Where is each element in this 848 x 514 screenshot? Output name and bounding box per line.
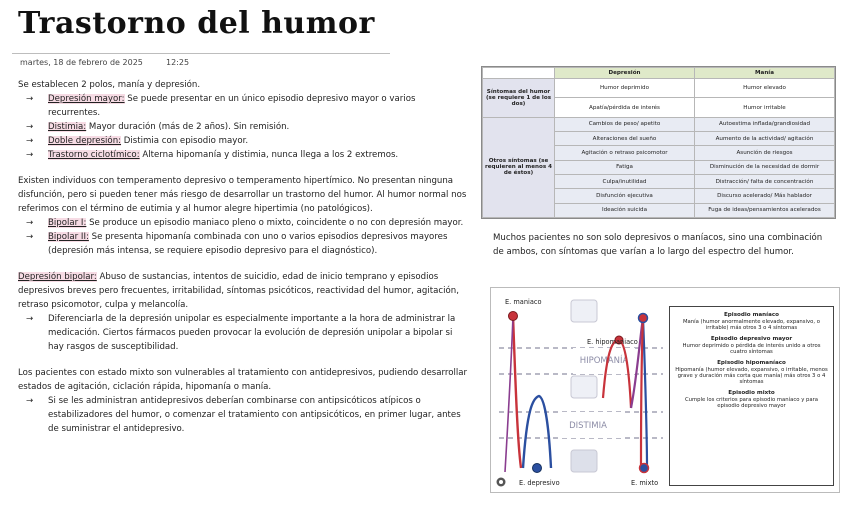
legend-text: Hipomanía (humor elevado, expansivo, o irritable, menos grave y duración más corta que manía) más otros 3 o 4 síntomas (675, 367, 828, 385)
arrow-icon: → (26, 136, 34, 146)
depresivo-label: E. depresivo (519, 479, 560, 487)
table-cell: Humor irritable (695, 98, 835, 117)
list-item (18, 92, 468, 120)
legend-title: Episodio maníaco (723, 312, 780, 318)
symptoms-table (481, 66, 836, 219)
term-highlight: Depresión bipolar: (18, 272, 97, 282)
legend-text: Manía (humor anormalmente elevado, expansivo, o irritable) más otros 3 o 4 síntomas (682, 319, 821, 331)
arrow-icon: → (26, 218, 34, 228)
arrow-icon: → (26, 314, 34, 324)
list-item (18, 216, 468, 230)
table-cell: Fuga de ideas/pensamientos acelerados (695, 203, 835, 217)
bipolar-depression-text (18, 270, 468, 312)
table-cell: Autoestima inflada/grandiosidad (695, 117, 835, 131)
term-highlight: Depresión mayor: (48, 94, 125, 104)
list-item-text: Si se les administran antidepresivos deberían combinarse con antipsicóticos atípicos o estabilizadores del humor, o comenzar el tratamiento con antipsicóticos, en primer lugar, antes de suministrar el antidepresivo. (48, 396, 461, 434)
depression-face-icon (571, 450, 597, 472)
table-row (483, 117, 835, 131)
arrow-icon: → (26, 396, 34, 406)
table-cell: Apatía/pérdida de interés (555, 98, 695, 117)
mixto-curve-down (643, 318, 647, 466)
table-cell: Distracción/ falta de concentración (695, 175, 835, 189)
column-header: Manía (695, 68, 835, 79)
legend-text: Cumple los criterios para episodio maníaco y para episodio depresivo mayor (684, 397, 819, 409)
list-item-text: Se puede presentar en un único episodio depresivo mayor o varios recurrentes. (48, 94, 416, 118)
list-item (18, 394, 468, 436)
notes-body (18, 78, 468, 436)
list-item-text: Se produce un episodio maniaco pleno o mixto, coincidente o no con depresión mayor. (86, 218, 464, 228)
mixto-marker-bottom (640, 464, 649, 473)
table-cell: Discurso acelerado/ Más hablador (695, 189, 835, 203)
column-header: Depresión (555, 68, 695, 79)
list-item (18, 120, 468, 134)
table-cell: Aumento de la actividad/ agitación (695, 132, 835, 146)
page-title: Trastorno del humor (18, 6, 375, 41)
distimia-label: DISTIMIA (569, 421, 607, 431)
term-highlight: Doble depresión: (48, 136, 122, 146)
legend-item (674, 336, 829, 355)
row-group-label: Síntomas del humor (se requiere 1 de los dos) (483, 79, 555, 118)
neutral-face-icon (571, 376, 597, 398)
intro-text: Se establecen 2 polos, manía y depresión. (18, 80, 201, 90)
legend-title: Episodio hipomaníaco (717, 360, 786, 366)
mixto-marker-top (639, 314, 648, 323)
mood-spectrum-figure (490, 287, 840, 493)
arrow-icon: → (26, 94, 34, 104)
list-item-text: Distimia con episodio mayor. (121, 136, 249, 146)
arrow-icon: → (26, 232, 34, 242)
list-item (18, 148, 468, 162)
maniaco-curve (513, 316, 521, 468)
list-item (18, 230, 468, 258)
list-item (18, 134, 468, 148)
maniaco-curve-side (505, 316, 513, 472)
table-cell: Asunción de riesgos (695, 146, 835, 160)
mood-spectrum-diagram (491, 288, 669, 492)
list-item (18, 312, 468, 354)
table-cell: Culpa/inutilidad (555, 175, 695, 189)
table-cell: Ideación suicida (555, 203, 695, 217)
legend-item (674, 390, 829, 409)
term-highlight: Distimia: (48, 122, 87, 132)
term-highlight: Trastorno ciclotímico: (48, 150, 140, 160)
mixed-state-text: Los pacientes con estado mixto son vulnerables al tratamiento con antidepresivos, pudiendo desarrollar estados de agitación, ciclación rápida, hipomanía o manía. (18, 368, 468, 392)
list-item-text: Diferenciarla de la depresión unipolar es especialmente importante a la hora de administrar la medicación. Ciertos fármacos pueden provocar la evolución de depresión unipolar a bipolar si hay rasgos de susceptibilidad. (48, 314, 456, 352)
legend-title: Episodio mixto (728, 390, 775, 396)
table-cell: Disminución de la necesidad de dormir (695, 160, 835, 174)
paragraph-text: Abuso de sustancias, intentos de suicidio, edad de inicio temprano y episodios depresivos breves pero frecuentes, irritabilidad, síntomas psicóticos, reactividad del humor, agitación, retraso psicomotor, culpa y melancolía. (18, 272, 459, 310)
mixto-curve-red (641, 318, 643, 466)
note-time: 12:25 (166, 58, 190, 67)
mixto-label: E. mixto (631, 479, 659, 487)
maniaco-label: E. maniaco (505, 298, 542, 306)
table-cell: Humor deprimido (555, 79, 695, 98)
depresivo-marker (533, 464, 542, 473)
term-highlight: Bipolar I: (48, 218, 87, 228)
hipomania-label: HIPOMANÍA (579, 356, 629, 366)
hipomaniaco-label: E. hipomaniaco (587, 338, 638, 346)
table-cell: Cambios de peso/ apetito (555, 117, 695, 131)
term-highlight: Bipolar II: (48, 232, 89, 242)
table-cell: Agitación o retraso psicomotor (555, 146, 695, 160)
legend-item (674, 312, 829, 331)
list-item-text: Alterna hipomanía y distimia, nunca llega a los 2 extremos. (139, 150, 399, 160)
mania-face-icon (571, 300, 597, 322)
episode-legend (669, 306, 834, 486)
list-item-text: Mayor duración (más de 2 años). Sin remisión. (86, 122, 290, 132)
legend-item (674, 360, 829, 385)
title-divider (12, 53, 390, 54)
table-cell: Disfunción ejecutiva (555, 189, 695, 203)
depresivo-curve (523, 396, 551, 468)
table-row (483, 79, 835, 98)
table-corner (483, 68, 555, 79)
table-cell: Fatiga (555, 160, 695, 174)
note-date: martes, 18 de febrero de 2025 (20, 58, 143, 67)
row-group-label: Otros síntomas (se requieren al menos 4 de éstos) (483, 117, 555, 217)
combination-text: Muchos pacientes no son solo depresivos o maníacos, sino una combinación de ambos, con síntomas que varían a lo largo del espectro del humor. (493, 233, 823, 257)
info-icon-dot (499, 480, 503, 484)
arrow-icon: → (26, 150, 34, 160)
list-item-text: Se presenta hipomanía combinada con uno o varios episodios depresivos mayores (depresión más intensa, se requiere episodio depresivo para el diagnóstico). (48, 232, 448, 256)
arrow-icon: → (26, 122, 34, 132)
maniaco-marker (509, 312, 518, 321)
temperament-text: Existen individuos con temperamento depresivo o temperamento hipertímico. No presentan ninguna disfunción, pero si pueden tener más riesgo de desarrollar un trastorno del humor. Al humor normal nos referimos con el término de eutimia y al humor alegre hipertimia (no patológicos). (18, 176, 467, 214)
legend-title: Episodio depresivo mayor (710, 336, 793, 342)
table-cell: Humor elevado (695, 79, 835, 98)
table-cell: Alteraciones del sueño (555, 132, 695, 146)
legend-text: Humor deprimido o pérdida de interés unido a otros cuatro síntomas (682, 343, 821, 355)
